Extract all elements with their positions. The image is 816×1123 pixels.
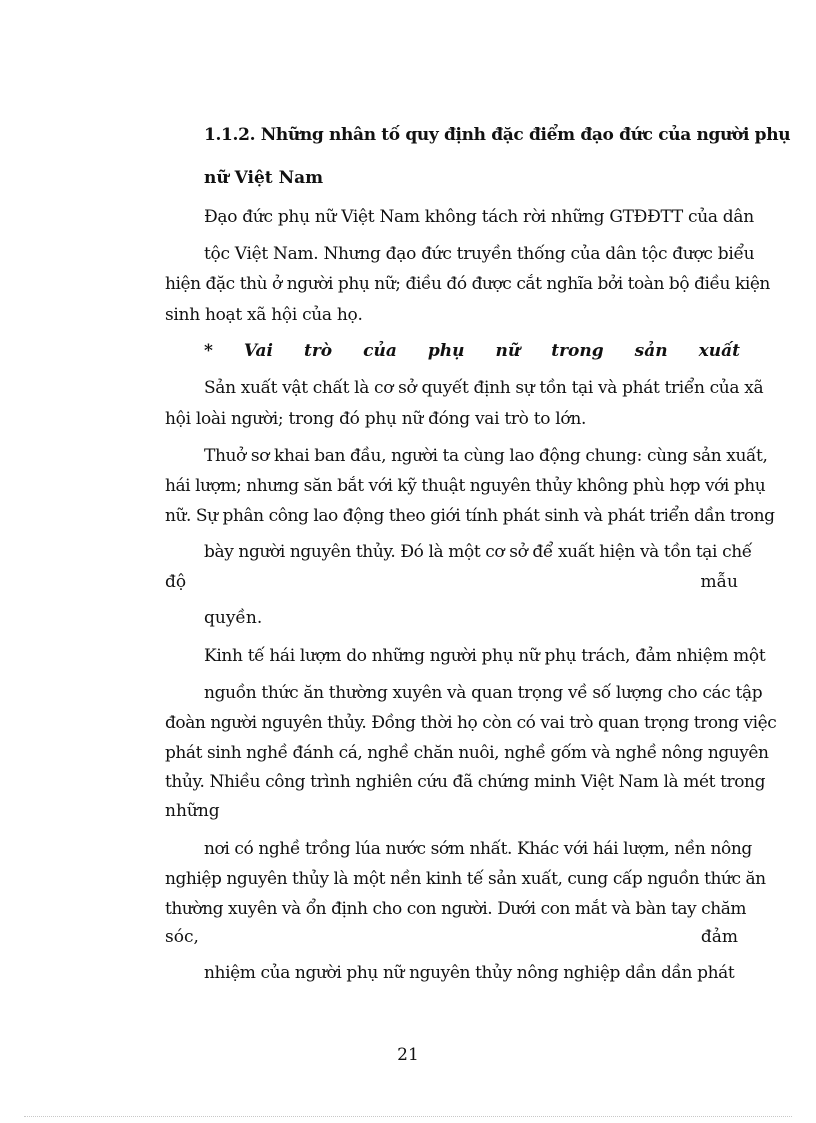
paragraph-3-line-1: Thuở sơ khai ban đầu, người ta cùng lao động chung: cùng sản xuất, (204, 446, 768, 466)
paragraph-1-line-4: sinh hoạt xã hội của họ. (165, 305, 363, 325)
paragraph-5-line-3: thường xuyên và ổn định cho con người. Dưới con mắt và bàn tay chăm (165, 899, 747, 919)
paragraph-1-line-2: tộc Việt Nam. Nhưng đạo đức truyền thống của dân tộc được biểu (204, 244, 755, 264)
paragraph-3-line-2: hái lượm; nhưng săn bắt với kỹ thuật nguyên thủy không phù hợp với phụ (165, 476, 766, 496)
subheading-word: của (363, 341, 397, 361)
paragraph-1-line-1: Đạo đức phụ nữ Việt Nam không tách rời những GTĐĐTT của dân (204, 207, 754, 227)
paragraph-5-line-2: nghiệp nguyên thủy là một nền kinh tế sản xuất, cung cấp nguồn thức ăn (165, 869, 766, 889)
paragraph-1-line-3: hiện đặc thù ở người phụ nữ; điều đó được cắt nghĩa bởi toàn bộ điều kiện (165, 274, 770, 294)
paragraph-5-justified-line (165, 926, 738, 948)
paragraph-3-justified-line (165, 571, 738, 593)
paragraph-4-line-6: những (165, 801, 220, 821)
justified-word: độ (165, 572, 187, 592)
page-bottom-divider (24, 1116, 792, 1117)
subheading-word: sản (634, 341, 668, 361)
section-heading-line-1: 1.1.2. Những nhân tố quy định đặc điểm đạo đức của người phụ (204, 125, 791, 145)
subheading-word: nữ (495, 341, 521, 361)
paragraph-3-line-3: nữ. Sự phân công lao động theo giới tính phát sinh và phát triển dần trong (165, 506, 775, 526)
paragraph-3-line-4: bày người nguyên thủy. Đó là một cơ sở để xuất hiện và tồn tại chế (204, 542, 752, 562)
subheading-word: trò (304, 341, 333, 361)
paragraph-5-line-1: nơi có nghề trồng lúa nước sớm nhất. Khác với hái lượm, nền nông (204, 839, 752, 859)
subheading-word: phụ (427, 341, 465, 361)
paragraph-2-line-1: Sản xuất vật chất là cơ sở quyết định sự tồn tại và phát triển của xã (204, 378, 764, 398)
justified-word: mẫu (700, 572, 738, 592)
section-heading-line-2: nữ Việt Nam (204, 168, 324, 188)
justified-word: đảm (700, 927, 738, 947)
paragraph-3-last-line: quyền. (204, 608, 263, 628)
paragraph-4-line-2: nguồn thức ăn thường xuyên và quan trọng về số lượng cho các tập (204, 683, 763, 703)
subheading-word: * (204, 341, 213, 361)
paragraph-4-line-1: Kinh tế hái lượm do những người phụ nữ phụ trách, đảm nhiệm một (204, 646, 766, 666)
paragraph-4-line-3: đoàn người nguyên thủy. Đồng thời họ còn có vai trò quan trọng trong việc (165, 713, 777, 733)
subheading-word: xuất (698, 341, 740, 361)
paragraph-5-last-line: nhiệm của người phụ nữ nguyên thủy nông nghiệp dần dần phát (204, 963, 735, 983)
subheading-word: trong (551, 341, 604, 361)
justified-word: sóc, (165, 927, 199, 947)
paragraph-4-line-5: thủy. Nhiều công trình nghiên cứu đã chứng minh Việt Nam là mét trong (165, 772, 766, 792)
paragraph-2-line-2: hội loài người; trong đó phụ nữ đóng vai trò to lớn. (165, 409, 587, 429)
subheading-word: Vai (243, 341, 273, 361)
page-number: 21 (397, 1045, 419, 1065)
subheading-role-in-production (204, 340, 740, 362)
paragraph-4-line-4: phát sinh nghề đánh cá, nghề chăn nuôi, nghề gốm và nghề nông nguyên (165, 743, 769, 763)
